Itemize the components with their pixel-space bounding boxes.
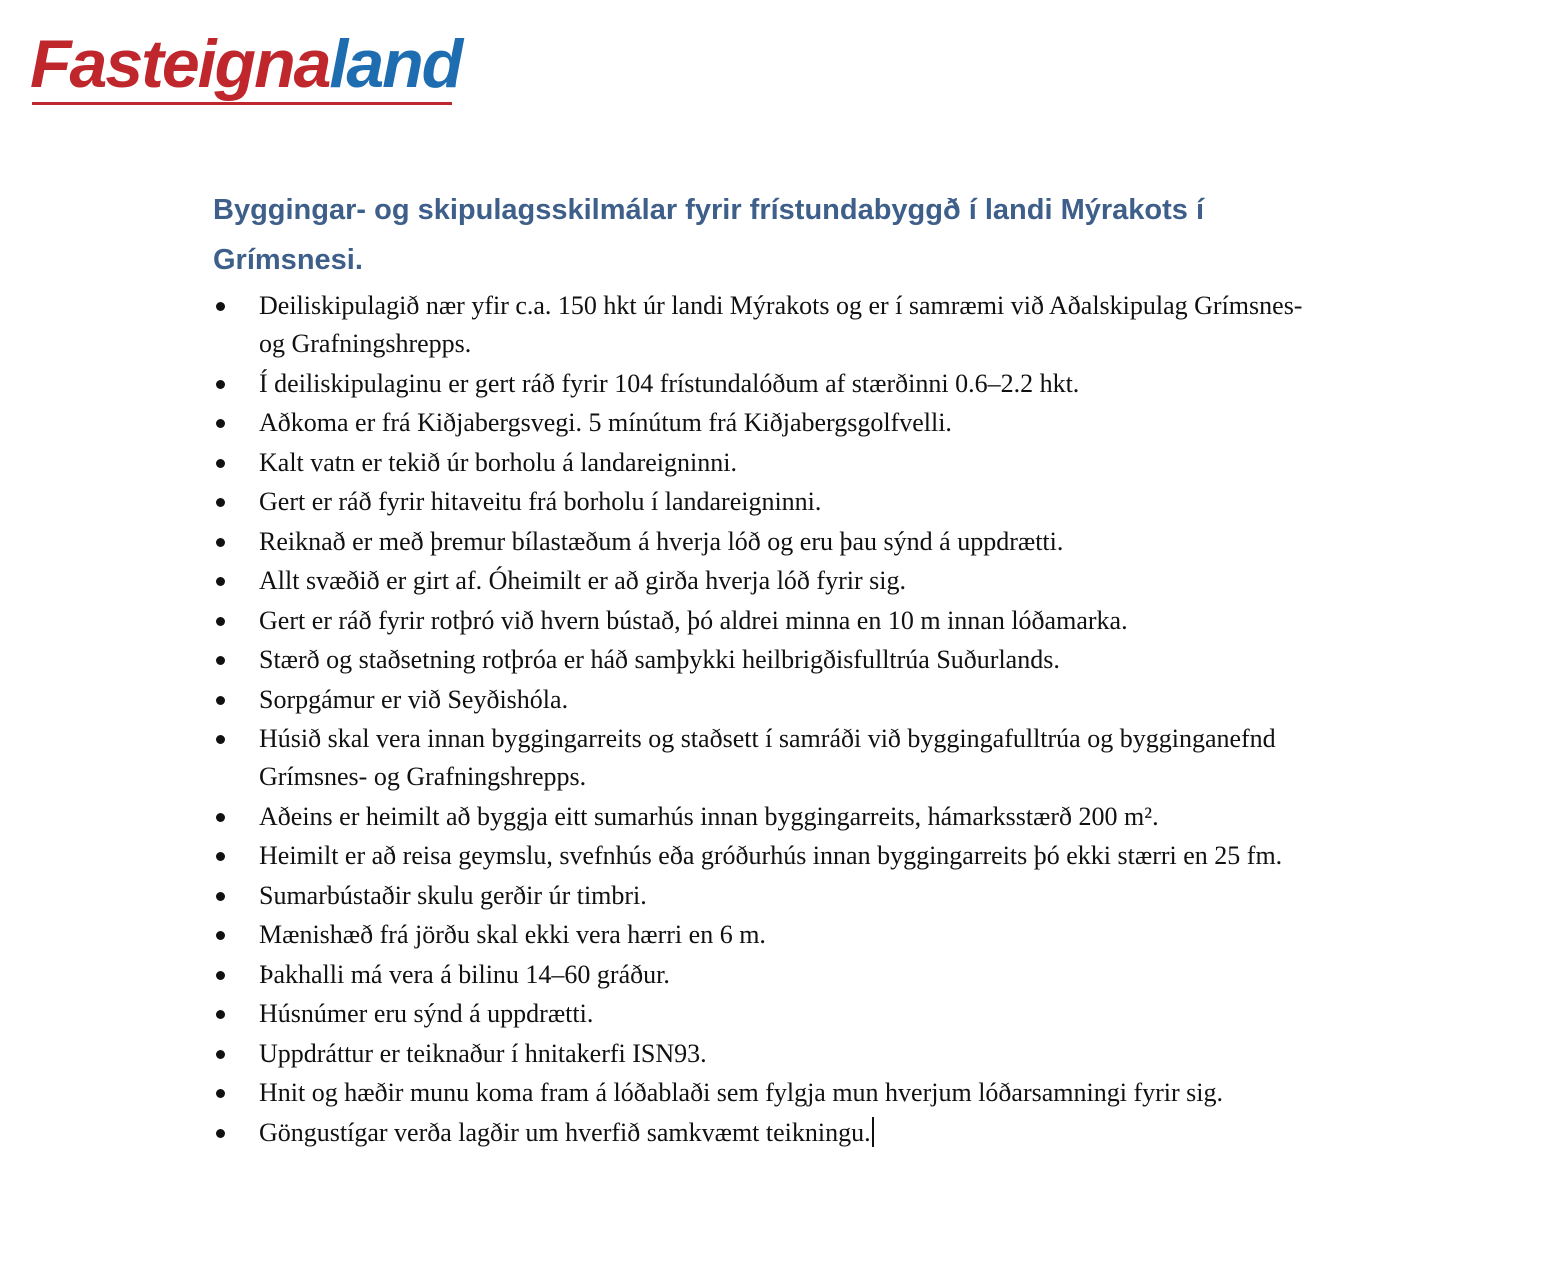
bullet-icon <box>216 813 225 822</box>
list-item <box>213 916 1333 954</box>
bullet-icon <box>216 1089 225 1098</box>
list-item-text: Heimilt er að reisa geymslu, svefnhús eða gróðurhús innan byggingarreits þó ekki stærri en 25 fm. <box>259 841 1283 870</box>
bullet-icon <box>216 931 225 940</box>
list-item-text: Sorpgámur er við Seyðishóla. <box>259 684 569 714</box>
list-item <box>213 523 1333 561</box>
list-item <box>213 641 1333 679</box>
bullet-icon <box>216 459 225 468</box>
list-item <box>213 444 1333 482</box>
bullet-icon <box>216 419 225 428</box>
document-title: Byggingar- og skipulagsskilmálar fyrir frístundabyggð í landi Mýrakots í Grímsnesi. <box>213 194 1205 276</box>
bullet-icon <box>216 498 225 507</box>
list-item-text: Deiliskipulagið nær yfir c.a. 150 hkt úr landi Mýrakots og er í samræmi við Aðalskipulag Grímsnes- og Grafningshrepps. <box>259 291 1303 358</box>
list-item <box>213 995 1333 1033</box>
bullet-icon <box>216 1050 225 1059</box>
list-item-text: Kalt vatn er tekið úr borholu á landareigninni. <box>259 447 737 477</box>
list-item-text: Stærð og staðsetning rotþróa er háð samþykki heilbrigðisfulltrúa Suðurlands. <box>259 645 1060 674</box>
list-item-text: Í deiliskipulaginu er gert ráð fyrir 104 frístundalóðum af stærðinni 0.6–2.2 hkt. <box>259 368 1080 398</box>
list-item <box>213 562 1333 600</box>
bullet-icon <box>216 1129 225 1138</box>
list-item <box>213 483 1333 521</box>
list-item-text: Sumarbústaðir skulu gerðir úr timbri. <box>259 880 647 910</box>
bullet-icon <box>216 696 225 705</box>
bullet-icon <box>216 380 225 389</box>
list-item[interactable] <box>213 1114 1333 1152</box>
logo-wordmark <box>30 28 470 100</box>
list-item-text: Aðkoma er frá Kiðjabergsvegi. 5 mínútum frá Kiðjabergsgolfvelli. <box>259 408 952 437</box>
list-item <box>213 365 1333 403</box>
list-item <box>213 681 1333 719</box>
bullet-icon <box>216 1010 225 1019</box>
bullet-icon <box>216 302 225 311</box>
bullet-icon <box>216 538 225 547</box>
bullet-icon <box>216 852 225 861</box>
logo-wordmark-part-fasteigna: Fasteigna <box>30 26 330 102</box>
list-item <box>213 837 1333 875</box>
list-item-text: Gert er ráð fyrir rotþró við hvern bústað, þó aldrei minna en 10 m innan lóðamarka. <box>259 605 1128 635</box>
list-item <box>213 877 1333 915</box>
list-item-text: Reiknað er með þremur bílastæðum á hverja lóð og eru þau sýnd á uppdrætti. <box>259 526 1064 556</box>
terms-list <box>213 287 1333 1152</box>
list-item-text: Húsnúmer eru sýnd á uppdrætti. <box>259 999 594 1028</box>
list-item <box>213 1074 1333 1112</box>
list-item-text: Allt svæðið er girt af. Óheimilt er að girða hverja lóð fyrir sig. <box>259 566 906 595</box>
list-item-text: Gert er ráð fyrir hitaveitu frá borholu í landareigninni. <box>259 487 822 516</box>
company-logo <box>30 28 470 108</box>
list-item-text: Uppdráttur er teiknaður í hnitakerfi ISN93. <box>259 1038 707 1068</box>
logo-underline <box>32 102 452 105</box>
list-item-text: Húsið skal vera innan byggingarreits og staðsett í samráði við byggingafulltrúa og bygginganefnd Grímsnes- og Grafningshrepps. <box>259 724 1276 791</box>
document-body <box>213 185 1333 1153</box>
list-item-text: Aðeins er heimilt að byggja eitt sumarhús innan byggingarreits, hámarksstærð 200 m². <box>259 801 1159 831</box>
bullet-icon <box>216 971 225 980</box>
bullet-icon <box>216 892 225 901</box>
bullet-icon <box>216 577 225 586</box>
list-item <box>213 1035 1333 1073</box>
bullet-icon <box>216 735 225 744</box>
list-item-text: Þakhalli má vera á bilinu 14–60 gráður. <box>259 959 670 989</box>
logo-wordmark-part-land: land <box>329 26 462 102</box>
list-item <box>213 602 1333 640</box>
bullet-icon <box>216 656 225 665</box>
text-cursor <box>872 1117 874 1147</box>
list-item-text: Göngustígar verða lagðir um hverfið samkvæmt teikningu. <box>259 1117 871 1147</box>
bullet-icon <box>216 617 225 626</box>
list-item <box>213 287 1333 363</box>
list-item <box>213 404 1333 442</box>
list-item-text: Hnit og hæðir munu koma fram á lóðablaði sem fylgja mun hverjum lóðarsamningi fyrir sig. <box>259 1078 1223 1107</box>
list-item <box>213 956 1333 994</box>
list-item <box>213 720 1333 796</box>
list-item-text: Mænishæð frá jörðu skal ekki vera hærri en 6 m. <box>259 920 766 949</box>
list-item <box>213 798 1333 836</box>
